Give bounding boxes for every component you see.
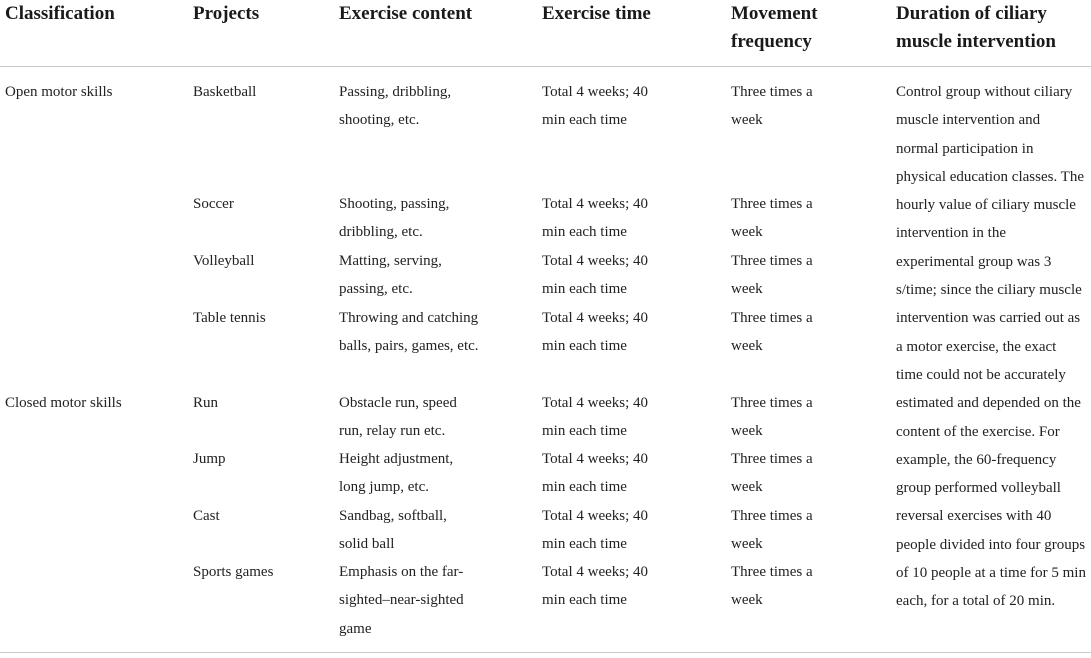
group-closed-motor-skills: Closed motor skills: [5, 395, 122, 411]
header-divider: [0, 66, 1091, 67]
table-row-time: Total 4 weeks; 40 min each time: [542, 451, 649, 496]
table-row-content: Passing, dribbling, shooting, etc.: [339, 84, 452, 129]
table-row-time: Total 4 weeks; 40 min each time: [542, 395, 649, 440]
table-row-frequency: Three times a week: [731, 196, 813, 241]
table-row-frequency: Three times a week: [731, 451, 813, 496]
table-row-time: Total 4 weeks; 40 min each time: [542, 564, 649, 609]
table-row-project: Table tennis: [193, 310, 266, 326]
duration-text: Control group without ciliary muscle intervention and normal participation in physical education classes. The hourly value of ciliary muscle intervention in the experimental group was 3 s/time; since the ciliary muscle intervention was carried out as a motor exercise, the exact time could not be accurately estimated and depended on the content of the exercise. For example, the 60-frequency group performed volleyball reversal exercises with 40 people divided into four groups of 10 people at a time for 5 min each, for a total of 20 min.: [896, 84, 1086, 610]
table-row-content: Obstacle run, speed run, relay run etc.: [339, 395, 457, 440]
table-row-project: Cast: [193, 508, 220, 524]
table-row-frequency: Three times a week: [731, 508, 813, 553]
header-duration: Duration of ciliary muscle intervention: [896, 3, 1056, 52]
table-row-frequency: Three times a week: [731, 253, 813, 298]
table-row-frequency: Three times a week: [731, 84, 813, 129]
table-row-content: Height adjustment, long jump, etc.: [339, 451, 454, 496]
table-row-content: Matting, serving, passing, etc.: [339, 253, 442, 298]
header-classification: Classification: [5, 3, 115, 24]
table-row-frequency: Three times a week: [731, 310, 813, 355]
table-row-time: Total 4 weeks; 40 min each time: [542, 196, 649, 241]
table-row-time: Total 4 weeks; 40 min each time: [542, 84, 649, 129]
table-row-project: Sports games: [193, 564, 274, 580]
header-exercise-content: Exercise content: [339, 3, 473, 24]
table-row-project: Soccer: [193, 196, 234, 212]
table-row-time: Total 4 weeks; 40 min each time: [542, 508, 649, 553]
table-bottom-rule: [0, 652, 1091, 653]
table-row-content: Emphasis on the far-sighted–near-sighted game: [339, 564, 464, 637]
table-row-project: Basketball: [193, 84, 257, 100]
table-row-frequency: Three times a week: [731, 395, 813, 440]
table-row-project: Run: [193, 395, 219, 411]
table-row-project: Jump: [193, 451, 226, 467]
group-open-motor-skills: Open motor skills: [5, 84, 113, 100]
table-row-content: Sandbag, softball, solid ball: [339, 508, 447, 553]
header-exercise-time: Exercise time: [542, 3, 651, 24]
table-row-project: Volleyball: [193, 253, 255, 269]
table-row-content: Shooting, passing, dribbling, etc.: [339, 196, 450, 241]
table-row-frequency: Three times a week: [731, 564, 813, 609]
header-movement-frequency: Movement frequency: [731, 3, 818, 52]
table-row-time: Total 4 weeks; 40 min each time: [542, 310, 649, 355]
table-row-time: Total 4 weeks; 40 min each time: [542, 253, 649, 298]
table-row-content: Throwing and catching balls, pairs, games, etc.: [339, 310, 479, 355]
header-projects: Projects: [193, 3, 260, 24]
